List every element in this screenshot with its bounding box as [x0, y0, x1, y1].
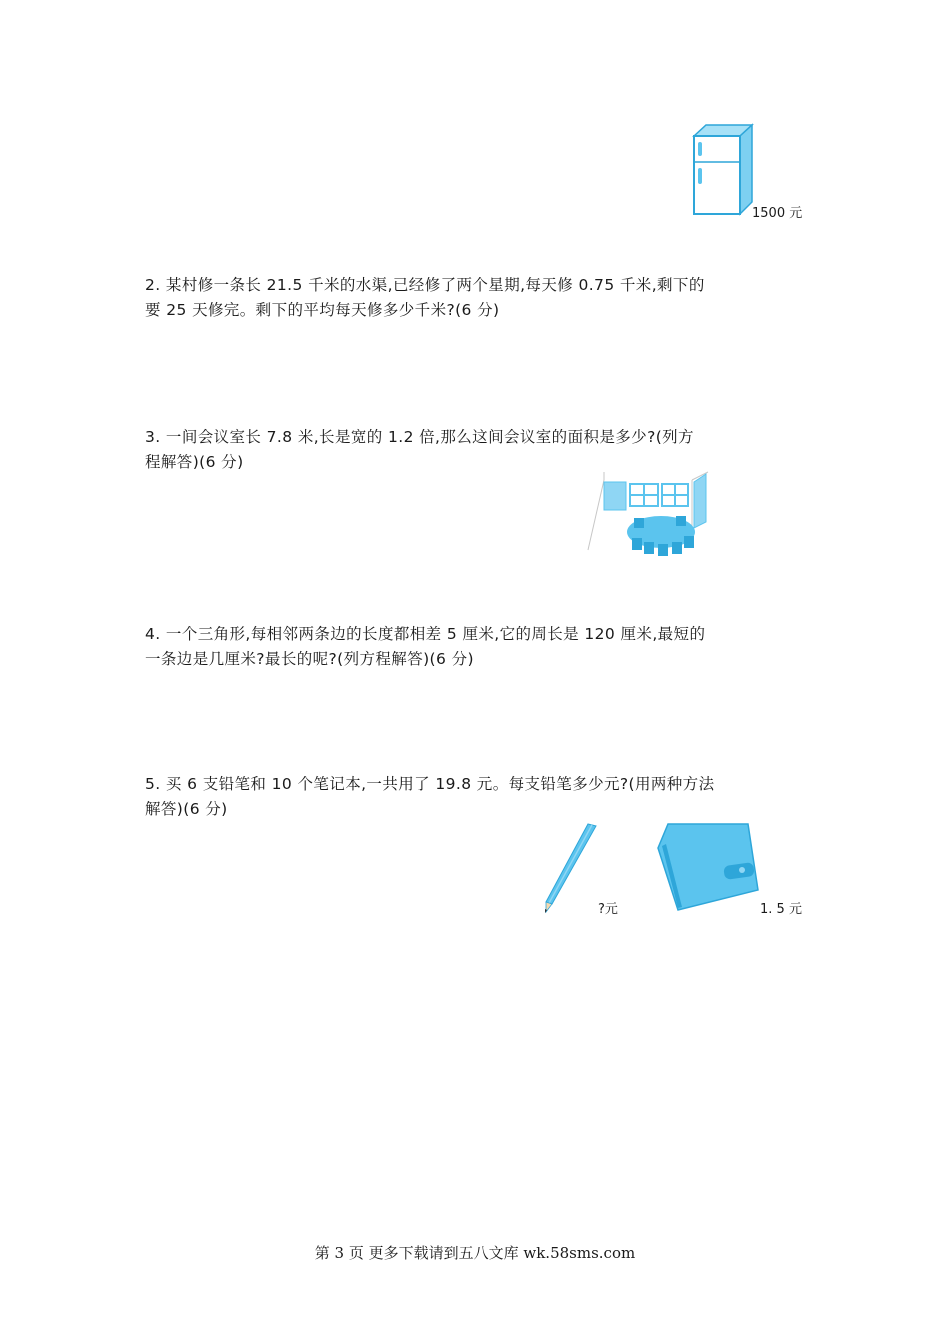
meeting-room-illustration — [586, 470, 710, 564]
question-5-line-1: 5. 买 6 支铅笔和 10 个笔记本,一共用了 19.8 元。每支铅笔多少元?(用两种方法 — [145, 775, 715, 793]
pencil-illustration — [538, 820, 600, 914]
notebook-illustration — [654, 820, 764, 914]
question-3-line-1: 3. 一间会议室长 7.8 米,长是宽的 1.2 倍,那么这间会议室的面积是多少?(列方 — [145, 428, 694, 446]
question-5 — [145, 772, 810, 822]
notebook-price-label: 1. 5 元 — [760, 902, 802, 917]
notebook-icon — [654, 820, 764, 914]
question-4-line-2: 一条边是几厘米?最长的呢?(列方程解答)(6 分) — [145, 650, 474, 668]
question-3-line-2: 程解答)(6 分) — [145, 453, 244, 471]
meeting-room-icon — [586, 470, 710, 564]
question-2 — [145, 273, 810, 323]
pencil-price-label: ?元 — [598, 902, 618, 917]
question-4 — [145, 622, 810, 672]
question-5-line-2: 解答)(6 分) — [145, 800, 228, 818]
question-2-line-1: 2. 某村修一条长 21.5 千米的水渠,已经修了两个星期,每天修 0.75 千米,剩下的 — [145, 276, 705, 294]
fridge-price-label: 1500 元 — [752, 206, 803, 221]
question-2-line-2: 要 25 天修完。剩下的平均每天修多少千米?(6 分) — [145, 301, 500, 319]
pencil-icon — [538, 820, 600, 914]
page-footer: 第 3 页 更多下载请到五八文库 wk.58sms.com — [314, 1244, 636, 1262]
question-3 — [145, 425, 810, 475]
fridge-illustration — [688, 122, 758, 217]
question-4-line-1: 4. 一个三角形,每相邻两条边的长度都相差 5 厘米,它的周长是 120 厘米,最短的 — [145, 625, 706, 643]
fridge-icon — [688, 122, 758, 217]
